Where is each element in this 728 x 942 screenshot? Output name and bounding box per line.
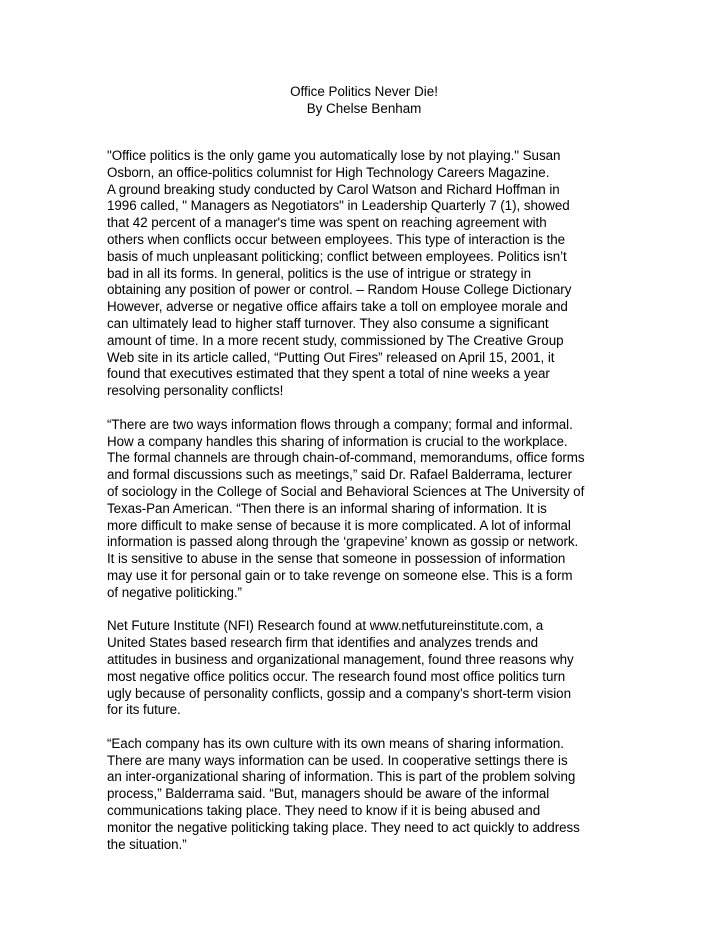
paragraph-4: [107, 736, 623, 854]
text-line: How a company handles this sharing of information is crucial to the workplace.: [107, 433, 568, 449]
text-line: process,” Balderrama said. “But, managers should be aware of the informal: [107, 786, 550, 802]
text-line: an inter-organizational sharing of information. This is part of the problem solving: [107, 769, 576, 785]
text-line: A ground breaking study conducted by Carol Watson and Richard Hoffman in: [107, 181, 560, 197]
text-line: found that executives estimated that they spent a total of nine weeks a year: [107, 366, 550, 382]
text-line: can ultimately lead to higher staff turnover. They also consume a significant: [107, 315, 549, 331]
text-line: resolving personality conflicts!: [107, 383, 284, 399]
text-line: ugly because of personality conflicts, gossip and a company’s short-term vision: [107, 685, 571, 701]
text-line: It is sensitive to abuse in the sense that someone in possession of information: [107, 551, 566, 567]
text-line: and formal discussions such as meetings,” said Dr. Rafael Balderrama, lecturer: [107, 467, 572, 483]
title-block: [0, 83, 728, 117]
paragraph-3: [107, 618, 623, 719]
text-line: Texas-Pan American. “Then there is an informal sharing of information. It is: [107, 500, 547, 516]
text-line: 1996 called, " Managers as Negotiators" in Leadership Quarterly 7 (1), showed: [107, 198, 570, 214]
text-line: obtaining any position of power or control. – Random House College Dictionary: [107, 282, 572, 298]
paragraph-gap: [107, 602, 623, 619]
text-line: attitudes in business and organizational management, found three reasons why: [107, 651, 574, 667]
text-line: most negative office politics occur. The research found most office politics turn: [107, 668, 566, 684]
text-line: that 42 percent of a manager's time was spent on reaching agreement with: [107, 215, 547, 231]
article-body: [107, 148, 623, 853]
paragraph-1: [107, 148, 623, 400]
text-line: Osborn, an office-politics columnist for High Technology Careers Magazine.: [107, 164, 550, 180]
text-line: “There are two ways information flows through a company; formal and informal.: [107, 416, 573, 432]
text-line: communications taking place. They need to know if it is being abused and: [107, 803, 541, 819]
text-line: of negative politicking.”: [107, 584, 242, 600]
text-line: amount of time. In a more recent study, commissioned by The Creative Group: [107, 332, 564, 348]
paragraph-2: [107, 417, 623, 602]
text-line: bad in all its forms. In general, politics is the use of intrigue or strategy in: [107, 265, 531, 281]
text-line: United States based research firm that identifies and analyzes trends and: [107, 635, 539, 651]
text-line: The formal channels are through chain-of-command, memorandums, office forms: [107, 450, 585, 466]
text-line: may use it for personal gain or to take revenge on someone else. This is a form: [107, 567, 573, 583]
text-line: basis of much unpleasant politicking; conflict between employees. Politics isn’t: [107, 248, 567, 264]
text-line: of sociology in the College of Social and Behavioral Sciences at The University of: [107, 483, 585, 499]
paragraph-gap: [107, 719, 623, 736]
text-line: others when conflicts occur between employees. This type of interaction is the: [107, 231, 566, 247]
document-title: Office Politics Never Die!: [290, 84, 438, 99]
text-line: monitor the negative politicking taking place. They need to act quickly to address: [107, 819, 580, 835]
text-line: information is passed along through the ‘grapevine’ known as gossip or network.: [107, 534, 579, 550]
document-byline: By Chelse Benham: [306, 101, 422, 116]
text-line: “Each company has its own culture with its own means of sharing information.: [107, 735, 564, 751]
text-line: the situation.”: [107, 836, 187, 852]
text-line: for its future.: [107, 702, 181, 718]
paragraph-gap: [107, 400, 623, 417]
text-line: "Office politics is the only game you automatically lose by not playing." Susan: [107, 148, 561, 163]
text-line: There are many ways information can be used. In cooperative settings there is: [107, 752, 568, 768]
text-line: more difficult to make sense of because it is more complicated. A lot of informal: [107, 517, 571, 533]
text-line: Web site in its article called, “Putting Out Fires” released on April 15, 2001, it: [107, 349, 555, 365]
text-line: However, adverse or negative office affairs take a toll on employee morale and: [107, 299, 568, 315]
text-line: Net Future Institute (NFI) Research found at www.netfutureinstitute.com, a: [107, 618, 544, 634]
